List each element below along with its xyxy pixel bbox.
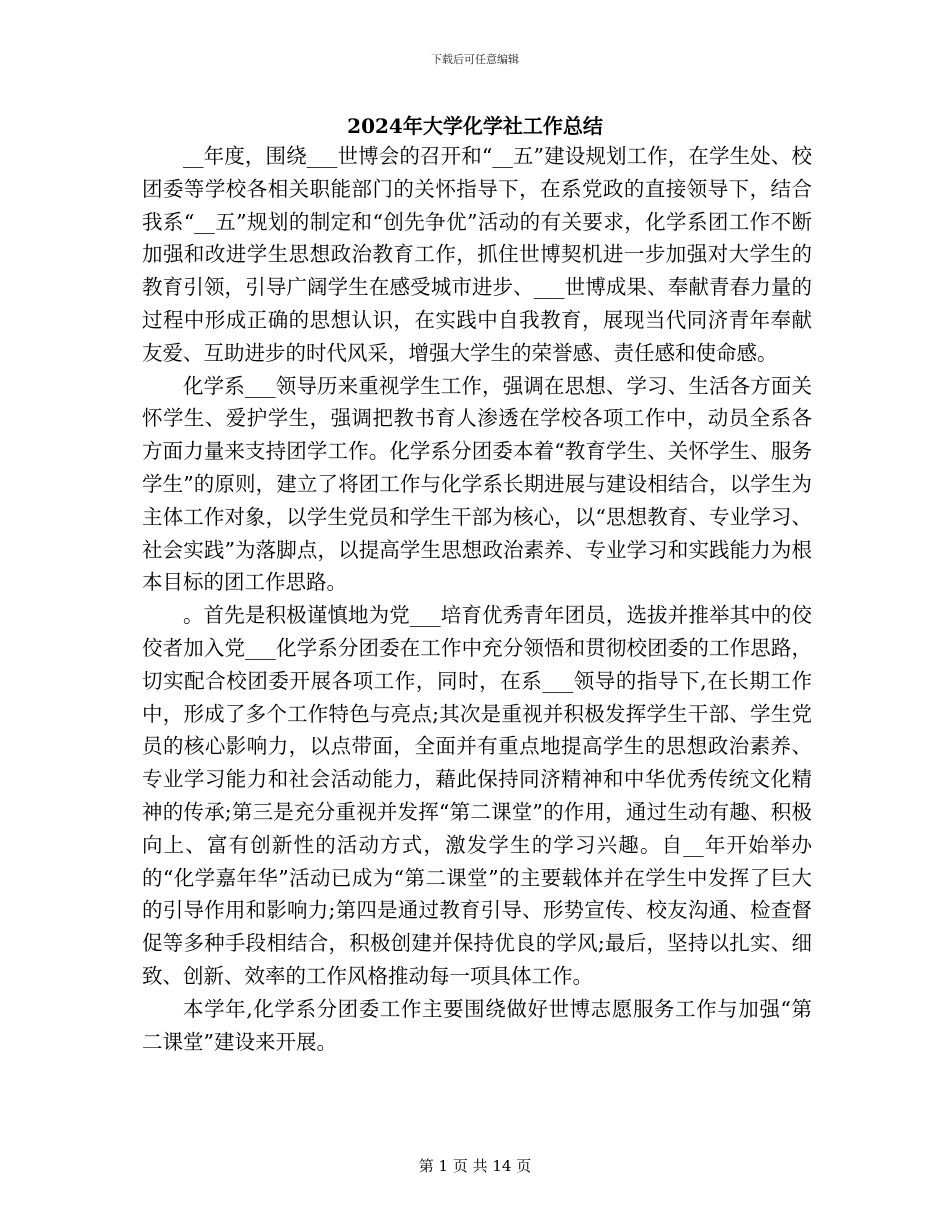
page-number: 第 1 页 共 14 页 (418, 1157, 532, 1175)
document-title: 2024年大学化学社工作总结 (347, 114, 603, 138)
paragraph-3: 。首先是积极谨慎地为党___培育优秀青年团员，选拔并推举其中的佼佼者加入党___化学系分团委在工作中充分领悟和贯彻校团委的工作思路，切实配合校团委开展各项工作，同时，在系___领导的指导下,在长期工作中，形成了多个工作特色与亮点;其次是重视并积极发挥学生干部、学生党员的核心影响力，以点带面，全面并有重点地提高学生的思想政治素养、专业学习能力和社会活动能力，藉此保持同济精神和中华优秀传统文化精神的传承;第三是充分重视并发挥“第二课堂”的作用，通过生动有趣、积极向上、富有创新性的活动方式，激发学生的学习兴趣。自__年开始举办的“化学嘉年华”活动已成为“第二课堂”的主要载体并在学生中发挥了巨大的引导作用和影响力;第四是通过教育引导、形势宣传、校友沟通、检查督促等多种手段相结合，积极创建并保持优良的学风;最后，坚持以扎实、细致、创新、效率的工作风格推动每一项具体工作。 (142, 603, 812, 988)
document-body (142, 140, 812, 1058)
paragraph-2: 化学系___领导历来重视学生工作，强调在思想、学习、生活各方面关怀学生、爱护学生，强调把教书育人渗透在学校各项工作中，动员全系各方面力量来支持团学工作。化学系分团委本着“教育学生、关怀学生、服务学生”的原则，建立了将团工作与化学系长期进展与建设相结合，以学生为主体工作对象，以学生党员和学生干部为核心，以“思想教育、专业学习、社会实践”为落脚点，以提高学生思想政治素养、专业学习和实践能力为根本目标的团工作思路。 (142, 373, 812, 595)
paragraph-4: 本学年,化学系分团委工作主要围绕做好世博志愿服务工作与加强“第二课堂”建设来开展。 (142, 996, 812, 1054)
paragraph-1: __年度，围绕___世博会的召开和“__五”建设规划工作，在学生处、校团委等学校各相关职能部门的关怀指导下，在系党政的直接领导下，结合我系“__五”规划的制定和“创先争优”活动的有关要求，化学系团工作不断加强和改进学生思想政治教育工作，抓住世博契机进一步加强对大学生的教育引领，引导广阔学生在感受城市进步、___世博成果、奉献青春力量的过程中形成正确的思想认识，在实践中自我教育，展现当代同济青年奉献友爱、互助进步的时代风采，增强大学生的荣誉感、责任感和使命感。 (142, 144, 812, 365)
page-header-note: 下载后可任意编辑 (431, 53, 519, 66)
